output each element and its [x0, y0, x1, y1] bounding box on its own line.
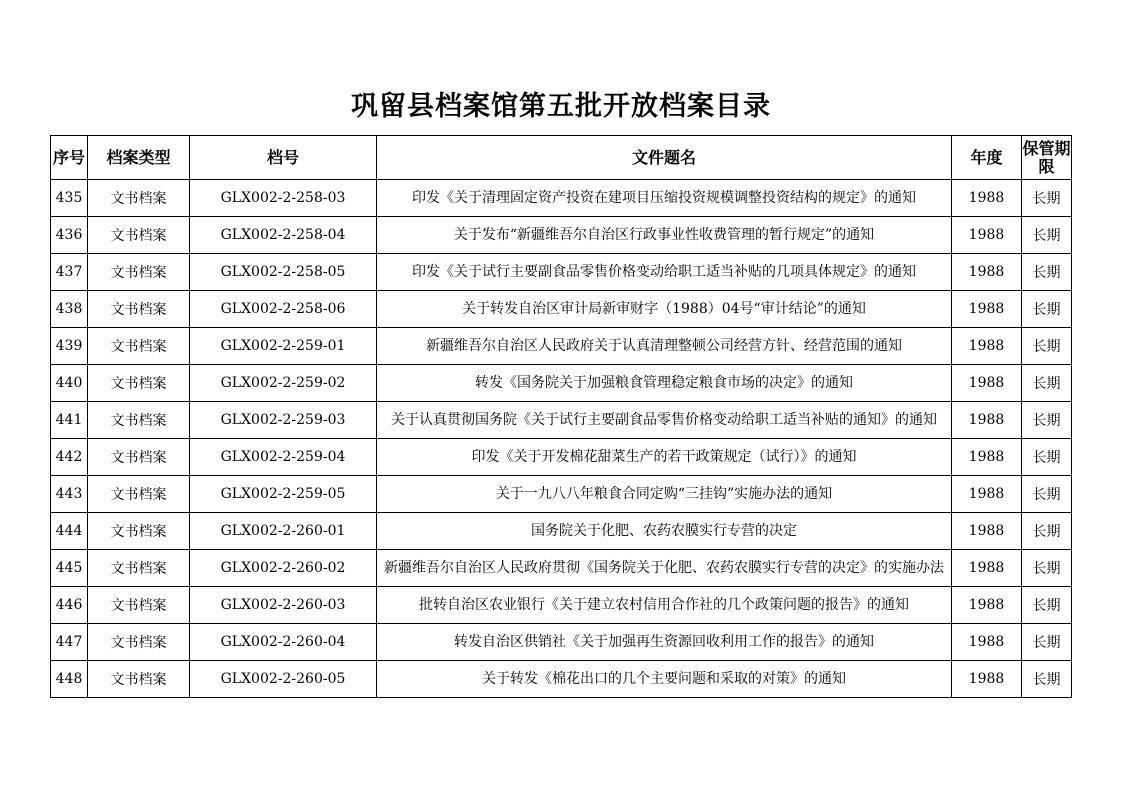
- cell-doc-title: 印发《关于清理固定资产投资在建项目压缩投资规模调整投资结构的规定》的通知: [377, 180, 952, 217]
- cell-retention: 长期: [1022, 587, 1072, 624]
- cell-seq: 439: [51, 328, 88, 365]
- cell-year: 1988: [952, 402, 1022, 439]
- cell-type: 文书档案: [88, 402, 190, 439]
- table-row: [51, 254, 1072, 291]
- cell-type: 文书档案: [88, 328, 190, 365]
- cell-year: 1988: [952, 217, 1022, 254]
- cell-doc-title: 关于一九八八年粮食合同定购“三挂钩”实施办法的通知: [377, 476, 952, 513]
- cell-retention: 长期: [1022, 217, 1072, 254]
- cell-doc-title: 新疆维吾尔自治区人民政府关于认真清理整顿公司经营方针、经营范围的通知: [377, 328, 952, 365]
- cell-doc-title: 印发《关于开发棉花甜菜生产的若干政策规定（试行）》的通知: [377, 439, 952, 476]
- table-row: [51, 661, 1072, 698]
- cell-seq: 443: [51, 476, 88, 513]
- cell-year: 1988: [952, 513, 1022, 550]
- cell-code: GLX002-2-258-04: [190, 217, 377, 254]
- cell-seq: 442: [51, 439, 88, 476]
- cell-type: 文书档案: [88, 217, 190, 254]
- table-row: [51, 624, 1072, 661]
- table-row: [51, 587, 1072, 624]
- cell-code: GLX002-2-259-04: [190, 439, 377, 476]
- cell-retention: 长期: [1022, 254, 1072, 291]
- cell-seq: 448: [51, 661, 88, 698]
- header-type: 档案类型: [88, 136, 190, 180]
- cell-code: GLX002-2-260-01: [190, 513, 377, 550]
- cell-code: GLX002-2-260-04: [190, 624, 377, 661]
- cell-retention: 长期: [1022, 365, 1072, 402]
- cell-seq: 435: [51, 180, 88, 217]
- cell-year: 1988: [952, 550, 1022, 587]
- cell-seq: 440: [51, 365, 88, 402]
- cell-year: 1988: [952, 328, 1022, 365]
- cell-doc-title: 印发《关于试行主要副食品零售价格变动给职工适当补贴的几项具体规定》的通知: [377, 254, 952, 291]
- archive-catalog-table: [50, 135, 1072, 698]
- cell-doc-title: 国务院关于化肥、农药农膜实行专营的决定: [377, 513, 952, 550]
- cell-year: 1988: [952, 180, 1022, 217]
- cell-type: 文书档案: [88, 476, 190, 513]
- cell-seq: 444: [51, 513, 88, 550]
- cell-retention: 长期: [1022, 180, 1072, 217]
- cell-year: 1988: [952, 291, 1022, 328]
- page-title: 巩留县档案馆第五批开放档案目录: [351, 91, 771, 122]
- cell-code: GLX002-2-260-03: [190, 587, 377, 624]
- table-row: [51, 402, 1072, 439]
- cell-doc-title: 批转自治区农业银行《关于建立农村信用合作社的几个政策问题的报告》的通知: [377, 587, 952, 624]
- cell-year: 1988: [952, 624, 1022, 661]
- cell-type: 文书档案: [88, 550, 190, 587]
- cell-code: GLX002-2-259-03: [190, 402, 377, 439]
- cell-code: GLX002-2-259-05: [190, 476, 377, 513]
- header-retention: 保管期限: [1022, 136, 1072, 180]
- cell-year: 1988: [952, 439, 1022, 476]
- cell-seq: 446: [51, 587, 88, 624]
- table-header-row: [51, 136, 1072, 180]
- header-doc-title: 文件题名: [377, 136, 952, 180]
- table-row: [51, 550, 1072, 587]
- cell-year: 1988: [952, 476, 1022, 513]
- cell-code: GLX002-2-259-02: [190, 365, 377, 402]
- cell-type: 文书档案: [88, 180, 190, 217]
- header-code: 档号: [190, 136, 377, 180]
- cell-type: 文书档案: [88, 291, 190, 328]
- header-seq: 序号: [51, 136, 88, 180]
- cell-code: GLX002-2-258-03: [190, 180, 377, 217]
- cell-type: 文书档案: [88, 254, 190, 291]
- cell-retention: 长期: [1022, 439, 1072, 476]
- cell-seq: 438: [51, 291, 88, 328]
- cell-type: 文书档案: [88, 587, 190, 624]
- cell-seq: 445: [51, 550, 88, 587]
- cell-code: GLX002-2-258-06: [190, 291, 377, 328]
- cell-retention: 长期: [1022, 328, 1072, 365]
- cell-type: 文书档案: [88, 661, 190, 698]
- cell-seq: 441: [51, 402, 88, 439]
- cell-type: 文书档案: [88, 439, 190, 476]
- table-row: [51, 291, 1072, 328]
- table-row: [51, 180, 1072, 217]
- cell-year: 1988: [952, 365, 1022, 402]
- cell-doc-title: 转发《国务院关于加强粮食管理稳定粮食市场的决定》的通知: [377, 365, 952, 402]
- cell-year: 1988: [952, 587, 1022, 624]
- cell-doc-title: 关于认真贯彻国务院《关于试行主要副食品零售价格变动给职工适当补贴的通知》的通知: [377, 402, 952, 439]
- cell-retention: 长期: [1022, 476, 1072, 513]
- cell-doc-title: 新疆维吾尔自治区人民政府贯彻《国务院关于化肥、农药农膜实行专营的决定》的实施办法: [377, 550, 952, 587]
- table-row: [51, 513, 1072, 550]
- cell-retention: 长期: [1022, 402, 1072, 439]
- cell-doc-title: 关于转发自治区审计局新审财字（1988）04号“审计结论”的通知: [377, 291, 952, 328]
- table-row: [51, 476, 1072, 513]
- cell-code: GLX002-2-259-01: [190, 328, 377, 365]
- cell-retention: 长期: [1022, 624, 1072, 661]
- cell-code: GLX002-2-260-02: [190, 550, 377, 587]
- cell-type: 文书档案: [88, 365, 190, 402]
- cell-type: 文书档案: [88, 513, 190, 550]
- cell-code: GLX002-2-258-05: [190, 254, 377, 291]
- cell-retention: 长期: [1022, 550, 1072, 587]
- cell-type: 文书档案: [88, 624, 190, 661]
- cell-seq: 437: [51, 254, 88, 291]
- cell-year: 1988: [952, 254, 1022, 291]
- cell-doc-title: 关于转发《棉花出口的几个主要问题和采取的对策》的通知: [377, 661, 952, 698]
- cell-year: 1988: [952, 661, 1022, 698]
- cell-retention: 长期: [1022, 513, 1072, 550]
- cell-code: GLX002-2-260-05: [190, 661, 377, 698]
- cell-retention: 长期: [1022, 291, 1072, 328]
- table-row: [51, 328, 1072, 365]
- cell-retention: 长期: [1022, 661, 1072, 698]
- cell-doc-title: 关于发布“新疆维吾尔自治区行政事业性收费管理的暂行规定”的通知: [377, 217, 952, 254]
- cell-doc-title: 转发自治区供销社《关于加强再生资源回收利用工作的报告》的通知: [377, 624, 952, 661]
- header-year: 年度: [952, 136, 1022, 180]
- table-row: [51, 217, 1072, 254]
- table-row: [51, 439, 1072, 476]
- cell-seq: 436: [51, 217, 88, 254]
- table-row: [51, 365, 1072, 402]
- cell-seq: 447: [51, 624, 88, 661]
